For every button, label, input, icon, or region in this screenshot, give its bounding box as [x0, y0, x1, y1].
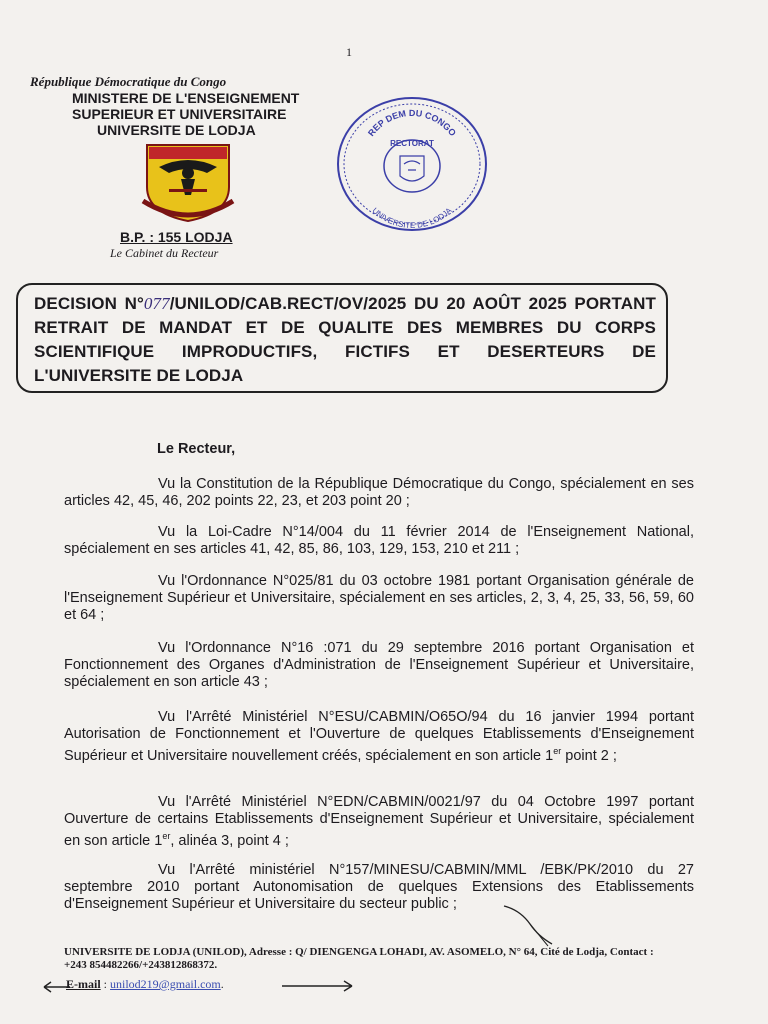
considerant-arrete-1994	[64, 709, 694, 765]
arrete-1994-text: Vu l'Arrêté Ministériel N°ESU/CABMIN/O65O/94 du 16 janvier 1994 portant Autorisation de Fonctionnement et l'Ouverture de quelques Etablissements d'Enseignement Supérieur et Universitaire nouvellement créés, spécialement en son article 1	[64, 709, 694, 764]
decision-prefix: DECISION N°	[34, 294, 144, 313]
arrete-1997-text: Vu l'Arrêté Ministériel N°EDN/CABMIN/0021/97 du 04 Octobre 1997 portant Ouverture de certains Etablissements d'Enseignement Supérieur et Universitaire, spécialement en son article 1	[64, 794, 694, 849]
decision-title	[34, 292, 656, 388]
decision-title-box	[16, 283, 668, 393]
page-number: 1	[346, 45, 352, 59]
arrete-1997-end: , alinéa 3, point 4 ;	[170, 832, 289, 849]
university-crest-logo	[141, 143, 235, 223]
country-name: République Démocratique du Congo	[30, 74, 227, 89]
ordinal-suffix: er	[553, 746, 562, 756]
letterhead	[30, 74, 320, 138]
ministry-line-2: SUPERIEUR ET UNIVERSITAIRE	[72, 106, 287, 122]
svg-text:UNIVERSITE DE LODJA: UNIVERSITE DE LODJA	[370, 205, 454, 231]
cabinet-label: Le Cabinet du Recteur	[110, 246, 219, 260]
considerant-ordonnance-1981: Vu l'Ordonnance N°025/81 du 03 octobre 1981 portant Organisation générale de l'Enseignement Supérieur et Universitaire, spécialement en ses articles, 2, 3, 4, 25, 33, 56, 59, 60 et 64 ;	[64, 573, 694, 623]
considerant-ordonnance-2016: Vu l'Ordonnance N°16 :071 du 29 septembre 2016 portant Organisation et Fonctionnement des Organes d'Administration de l'Enseignement Supérieur et Universitaire, spécialement en son article 43 ;	[64, 640, 694, 690]
decision-title-rest: /UNILOD/CAB.RECT/OV/2025 DU 20 AOÛT 2025 PORTANT RETRAIT DE MANDAT ET DE QUALITE DES MEMBRES DU CORPS SCIENTIFIQUE IMPRODUCTIFS, FICTIFS ET DESERTEURS DE L'UNIVERSITE DE LODJA	[34, 294, 656, 385]
footer-email-line	[66, 977, 224, 992]
rectorat-seal-stamp	[334, 94, 490, 234]
email-link[interactable]: unilod219@gmail.com	[110, 977, 221, 991]
ordinal-suffix: er	[162, 831, 171, 841]
postal-box: B.P. : 155 LODJA	[120, 229, 233, 245]
email-label: E-mail	[66, 977, 101, 991]
considerant-arrete-2010: Vu l'Arrêté ministériel N°157/MINESU/CABMIN/MML /EBK/PK/2010 du 27 septembre 2010 portant Autonomisation de quelques Extensions des Etablissements d'Enseignement Supérieur et Universitaire du secteur public ;	[64, 862, 694, 912]
email-separator: :	[100, 977, 111, 991]
considerant-constitution: Vu la Constitution de la République Démocratique du Congo, spécialement en ses articles 42, 45, 46, 202 points 22, 23, et 203 point 20 ;	[64, 476, 694, 509]
university-name: UNIVERSITE DE LODJA	[97, 122, 256, 138]
considerant-arrete-1997	[64, 794, 694, 850]
handwritten-arrow	[280, 980, 356, 992]
handwritten-mark	[500, 900, 560, 950]
considerant-loi-cadre: Vu la Loi-Cadre N°14/004 du 11 février 2014 de l'Enseignement National, spécialement en ses articles 41, 42, 85, 86, 103, 129, 153, 210 et 211 ;	[64, 524, 694, 557]
arrete-1994-end: point 2 ;	[561, 747, 617, 764]
footer-address: UNIVERSITE DE LODJA (UNILOD), Adresse : Q/ DIENGENGA LOHADI, AV. ASOMELO, N° 64, Cité de Lodja, Contact : +243 854482266/+243812868372.	[64, 946, 654, 971]
recteur-heading: Le Recteur,	[157, 441, 236, 457]
svg-text:RECTORAT: RECTORAT	[390, 139, 434, 148]
email-end: .	[220, 977, 224, 991]
svg-text:REP DEM DU CONGO: REP DEM DU CONGO	[366, 107, 458, 139]
decision-number-handwritten: 077	[143, 294, 170, 313]
ministry-line-1: MINISTERE DE L'ENSEIGNEMENT	[72, 90, 300, 106]
